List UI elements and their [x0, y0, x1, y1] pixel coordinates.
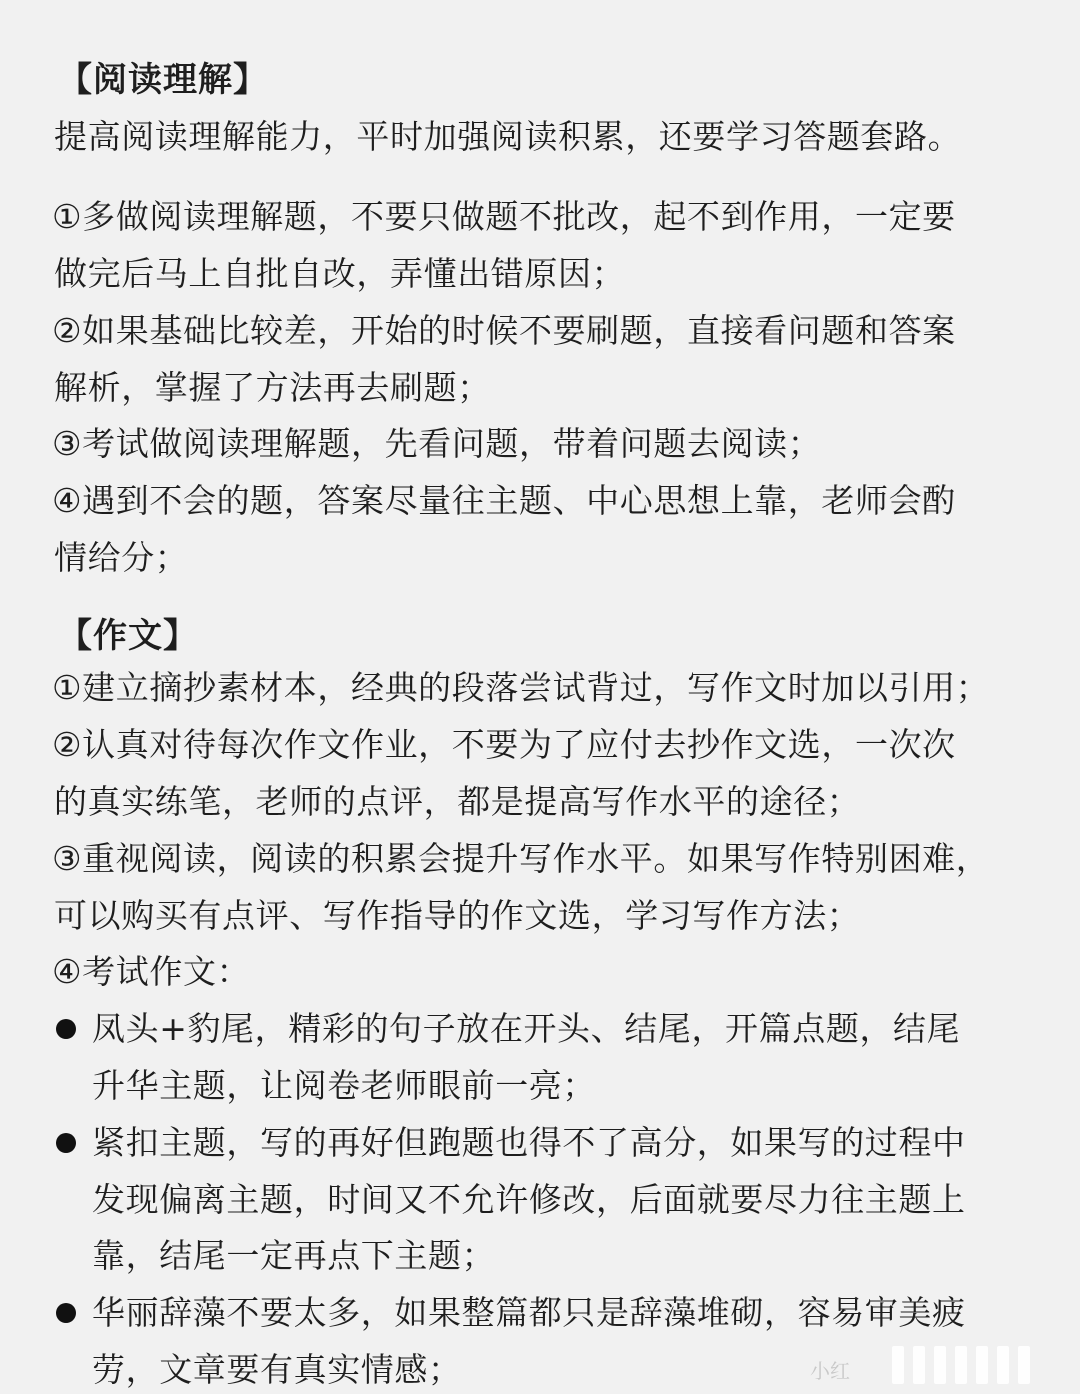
- essay-heading: 【作文】: [58, 616, 198, 656]
- reading-tip-2-line-1: ②如果基础比较差，开始的时候不要刷题，直接看问题和答案: [52, 311, 956, 350]
- reading-tip-1-line-1: ①多做阅读理解题，不要只做题不批改，起不到作用，一定要: [52, 197, 956, 236]
- bullet-2-line-3: 靠，结尾一定再点下主题；: [92, 1236, 496, 1275]
- watermark: [810, 1344, 1030, 1384]
- bullet-dot-2: [56, 1133, 76, 1153]
- reading-heading: 【阅读理解】: [58, 60, 268, 100]
- reading-tip-2-line-2: 解析，掌握了方法再去刷题；: [54, 368, 491, 407]
- bullet-1-line-2: 升华主题，让阅卷老师眼前一亮；: [92, 1066, 596, 1105]
- essay-tip-3-line-2: 可以购买有点评、写作指导的作文选，学习写作方法；: [54, 896, 861, 935]
- essay-tip-2-line-1: ②认真对待每次作文作业，不要为了应付去抄作文选，一次次: [52, 725, 956, 764]
- reading-tip-4-line-1: ④遇到不会的题，答案尽量往主题、中心思想上靠，老师会酌: [52, 481, 956, 520]
- bullet-2-line-1: 紧扣主题，写的再好但跑题也得不了高分，如果写的过程中: [92, 1123, 966, 1162]
- bullet-2-line-2: 发现偏离主题，时间又不允许修改，后面就要尽力往主题上: [92, 1180, 966, 1219]
- reading-intro: 提高阅读理解能力，平时加强阅读积累，还要学习答题套路。: [54, 117, 962, 156]
- reading-tip-4-line-2: 情给分；: [54, 538, 189, 577]
- essay-tip-1-line-1: ①建立摘抄素材本，经典的段落尝试背过，写作文时加以引用；: [52, 668, 990, 707]
- bullet-3-line-2: 劳，文章要有真实情感；: [92, 1350, 462, 1389]
- essay-tip-4-line-1: ④考试作文：: [52, 952, 251, 991]
- reading-tip-3-line-1: ③考试做阅读理解题，先看问题，带着问题去阅读；: [52, 424, 822, 463]
- watermark-text: 小红: [810, 1359, 850, 1383]
- essay-tip-3-line-1: ③重视阅读，阅读的积累会提升写作水平。如果写作特别困难，: [52, 839, 990, 878]
- bullet-3-line-1: 华丽辞藻不要太多，如果整篇都只是辞藻堆砌，容易审美疲: [92, 1293, 966, 1332]
- essay-tip-2-line-2: 的真实练笔，老师的点评，都是提高写作水平的途径；: [54, 782, 861, 821]
- bullet-1-line-1: 凤头+豹尾，精彩的句子放在开头、结尾，开篇点题，结尾: [92, 1009, 961, 1048]
- bullet-dot-3: [56, 1303, 76, 1323]
- reading-tip-1-line-2: 做完后马上自批自改，弄懂出错原因；: [54, 254, 626, 293]
- watermark-bars-icon: [892, 1346, 1030, 1384]
- bullet-dot-1: [56, 1019, 76, 1039]
